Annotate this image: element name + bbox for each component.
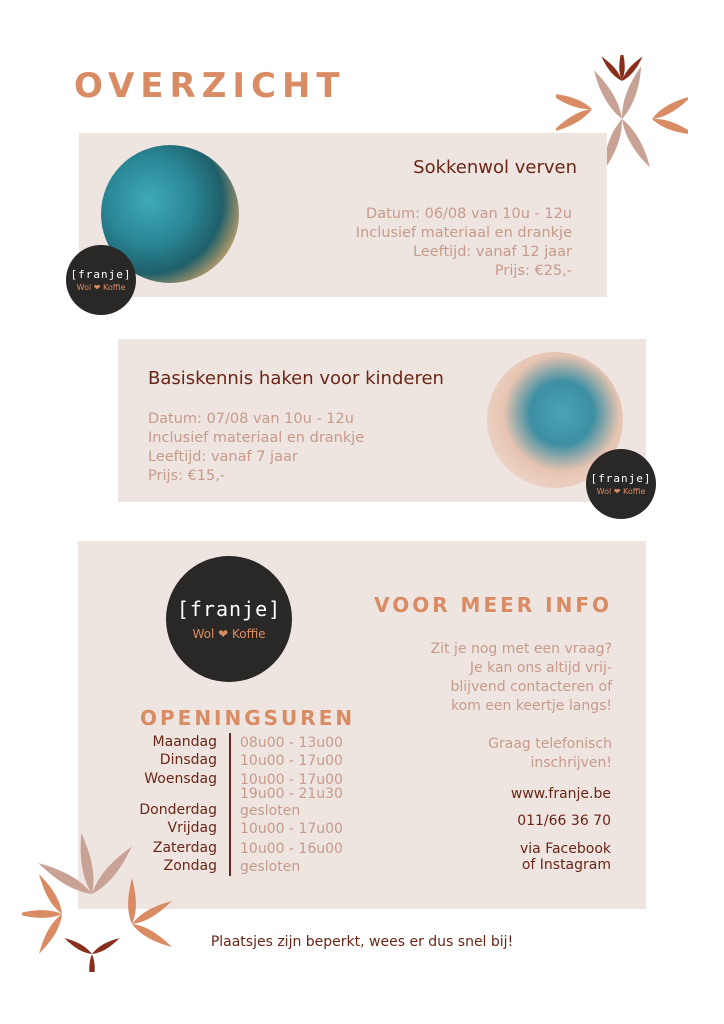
phone-note (488, 735, 612, 773)
event-price: Prijs: €15,- (148, 468, 226, 484)
day-label: Dinsdag (159, 752, 217, 768)
logo-sub: Wol ❤ Koffie (192, 627, 266, 641)
logo-name: [franje] (590, 472, 652, 485)
logo-name: [franje] (70, 268, 132, 281)
event-details (356, 205, 572, 281)
franje-logo (166, 556, 292, 682)
phone-number[interactable]: 011/66 36 70 (517, 813, 611, 829)
day-label: Maandag (152, 734, 217, 750)
day-label: Donderdag (139, 802, 217, 818)
event-includes: Inclusief materiaal en drankje (148, 430, 365, 446)
hours-value: gesloten (240, 859, 301, 875)
phone-note-line: Graag telefonisch (488, 736, 612, 752)
hours-value: gesloten (240, 803, 301, 819)
page-title: OVERZICHT (74, 66, 346, 106)
event-age: Leeftijd: vanaf 7 jaar (148, 449, 298, 465)
event-price: Prijs: €25,- (494, 263, 572, 279)
event-title: Sokkenwol verven (413, 157, 577, 178)
info-heading: VOOR MEER INFO (374, 593, 612, 617)
logo-sub: Wol ❤ Koffie (76, 283, 126, 292)
event-title: Basiskennis haken voor kinderen (148, 368, 444, 389)
social-line: of Instagram (521, 857, 611, 873)
event-details (148, 410, 364, 486)
hours-value-evening: 19u00 - 21u30 (240, 786, 343, 802)
event-date: Datum: 07/08 van 10u - 12u (148, 411, 354, 427)
info-line: Zit je nog met een vraag? (430, 641, 612, 657)
day-label: Woensdag (144, 771, 217, 787)
event-age: Leeftijd: vanaf 12 jaar (412, 244, 572, 260)
social-line: via Facebook (520, 841, 611, 857)
website-link[interactable]: www.franje.be (510, 786, 611, 802)
day-label: Vrijdag (167, 820, 217, 836)
hours-value: 10u00 - 17u00 (240, 821, 343, 837)
footer-note: Plaatsjes zijn beperkt, wees er dus snel bij! (210, 934, 514, 950)
info-line: blijvend contacteren of (450, 679, 612, 695)
info-text (431, 640, 612, 716)
hours-value: 10u00 - 17u00 (240, 772, 343, 788)
social-links[interactable] (520, 841, 611, 873)
phone-note-line: inschrijven! (530, 755, 612, 771)
hours-value: 10u00 - 16u00 (240, 841, 343, 857)
event-includes: Inclusief materiaal en drankje (355, 225, 572, 241)
info-line: kom een keertje langs! (451, 698, 612, 714)
hours-value: 08u00 - 13u00 (240, 735, 343, 751)
franje-logo-small (586, 449, 656, 519)
day-label: Zaterdag (152, 840, 217, 856)
hours-value: 10u00 - 17u00 (240, 753, 343, 769)
day-label: Zondag (163, 858, 217, 874)
logo-sub: Wol ❤ Koffie (596, 487, 646, 496)
opening-hours-heading: OPENINGSUREN (140, 706, 356, 730)
logo-name: [franje] (176, 597, 282, 621)
franje-logo-small (66, 245, 136, 315)
info-line: Je kan ons altijd vrij- (469, 660, 612, 676)
hours-divider (229, 733, 231, 876)
event-date: Datum: 06/08 van 10u - 12u (366, 206, 572, 222)
